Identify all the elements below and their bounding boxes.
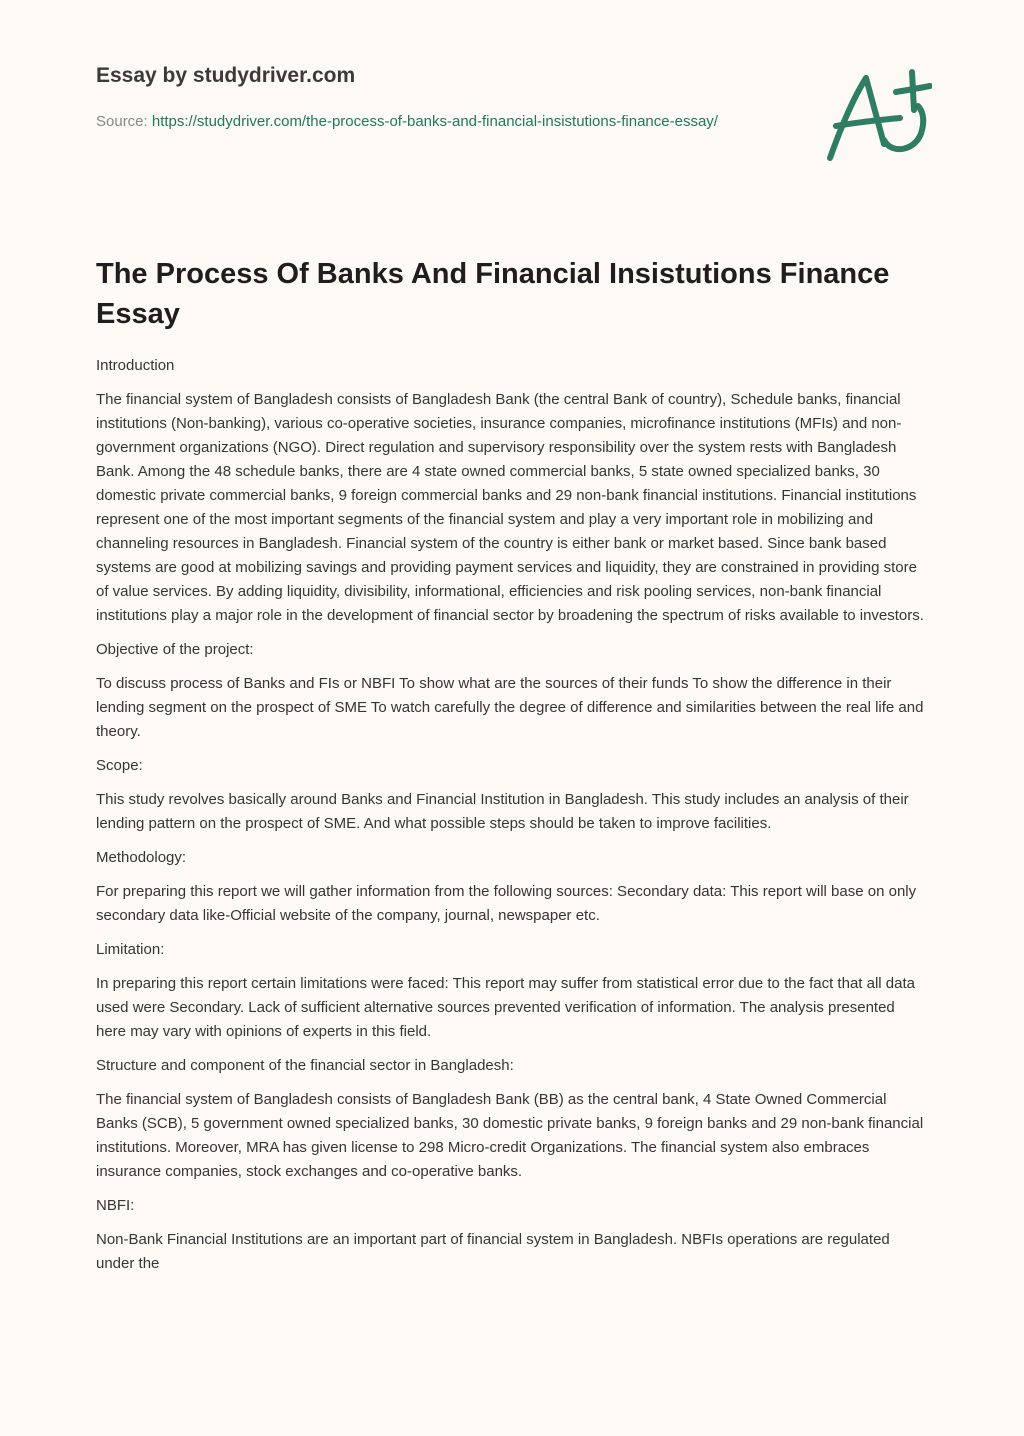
- source-line: [96, 110, 776, 134]
- paragraph-limitation: In preparing this report certain limitations were faced: This report may suffer from statistical error due to the fact that all data used were Secondary. Lack of sufficient alternative sources prevented verification of information. The analysis presented here may vary with opinions of experts in this field.: [96, 975, 915, 1040]
- section-heading-structure: Structure and component of the financial sector in Bangladesh:: [96, 1057, 514, 1074]
- paragraph-structure: The financial system of Bangladesh consists of Bangladesh Bank (BB) as the central bank, 4 State Owned Commercial Banks (SCB), 5 government owned specialized banks, 30 domestic private banks, 9 foreign banks and 29 non-bank financial institutions. Moreover, MRA has given license to 298 Micro-credit Organizations. The financial system also embraces insurance companies, stock exchanges and co-operative banks.: [96, 1091, 924, 1180]
- section-heading-objective: Objective of the project:: [96, 641, 254, 658]
- paragraph-scope: This study revolves basically around Banks and Financial Institution in Bangladesh. This study includes an analysis of their lending pattern on the prospect of SME. And what possible steps should be taken to improve facilities.: [96, 791, 909, 832]
- section-heading-introduction: Introduction: [96, 357, 175, 374]
- source-label: Source:: [96, 113, 152, 130]
- section-heading-nbfi: NBFI:: [96, 1197, 135, 1214]
- section-heading-limitation: Limitation:: [96, 941, 165, 958]
- paragraph-introduction: The financial system of Bangladesh consists of Bangladesh Bank (the central Bank of country), Schedule banks, financial institutions (Non-banking), various co-operative societies, insurance companies, microfinance institutions (MFIs) and non-government organizations (NGO). Direct regulation and supervisory responsibility over the system rests with Bangladesh Bank. Among the 48 schedule banks, there are 4 state owned commercial banks, 5 state owned specialized banks, 30 domestic private commercial banks, 9 foreign commercial banks and 29 non-bank financial institutions. Financial institutions represent one of the most important segments of the financial system and play a very important role in mobilizing and channeling resources in Bangladesh. Financial system of the country is either bank or market based. Since bank based systems are good at mobilizing savings and providing payment services and liquidity, they are constrained in providing store of value services. By adding liquidity, divisibility, informational, efficiencies and risk pooling services, non-bank financial institutions play a major role in the development of financial sector by broadening the spectrum of risks available to investors.: [96, 391, 924, 624]
- essay-body: [96, 354, 928, 1286]
- paragraph-methodology: For preparing this report we will gather information from the following sources: Secondary data: This report will base on only secondary data like-Official website of the company, journal, newspaper etc.: [96, 883, 917, 924]
- a-plus-grade-icon: [822, 40, 932, 170]
- paragraph-nbfi: Non-Bank Financial Institutions are an important part of financial system in Bangladesh. NBFIs operations are regulated under the: [96, 1231, 890, 1272]
- essay-title: The Process Of Banks And Financial Insistutions Finance Essay: [96, 258, 890, 330]
- site-title: Essay by studydriver.com: [96, 64, 356, 87]
- source-link[interactable]: https://studydriver.com/the-process-of-banks-and-financial-insistutions-finance-essay/: [151, 113, 718, 130]
- paragraph-objective: To discuss process of Banks and FIs or NBFI To show what are the sources of their funds To show the difference in their lending segment on the prospect of SME To watch carefully the degree of difference and similarities between the real life and theory.: [96, 675, 924, 740]
- section-heading-methodology: Methodology:: [96, 849, 187, 866]
- section-heading-scope: Scope:: [96, 757, 143, 774]
